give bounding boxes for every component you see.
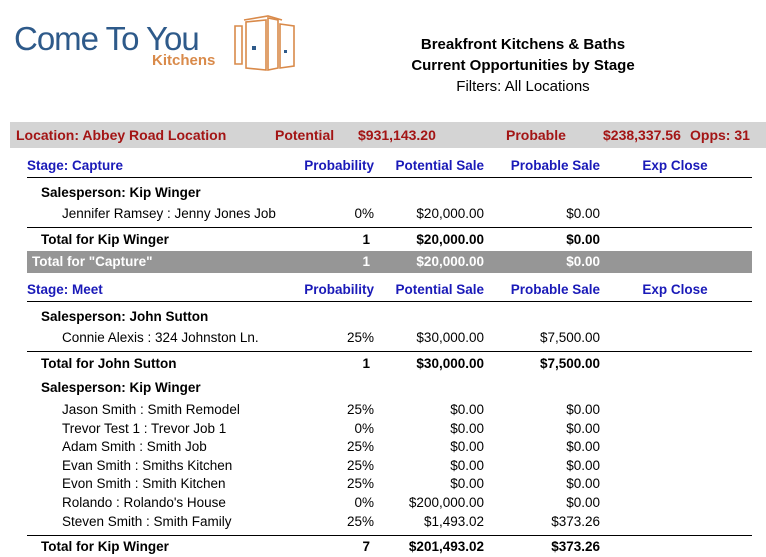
cabinet-logo-icon (232, 12, 312, 80)
opportunity-name: Jason Smith : Smith Remodel (62, 402, 240, 417)
opportunity-name: Steven Smith : Smith Family (62, 514, 232, 529)
opportunity-potential: $0.00 (450, 402, 484, 417)
salesperson-header (0, 379, 766, 398)
opportunity-probable: $0.00 (566, 495, 600, 510)
opportunity-probability: 25% (346, 402, 374, 417)
salesperson-label: Salesperson: Kip Winger (41, 380, 201, 395)
opportunity-row (0, 513, 766, 532)
salesperson-total-row (0, 231, 766, 250)
total-label: Total for John Sutton (41, 356, 177, 371)
salesperson-total-row (0, 538, 766, 557)
col-potential: Potential Sale (395, 282, 484, 297)
opportunity-probability: 25% (346, 439, 374, 454)
opportunity-probability: 25% (346, 476, 374, 491)
total-count: 7 (362, 539, 370, 554)
divider (27, 535, 752, 536)
opportunity-potential: $200,000.00 (408, 495, 484, 510)
report-title: Current Opportunities by Stage (411, 57, 635, 74)
stage-header-row (0, 281, 766, 300)
company-name: Breakfront Kitchens & Baths (420, 36, 626, 53)
opportunity-potential: $0.00 (450, 439, 484, 454)
potential-label: Potential (275, 127, 335, 143)
total-probable: $0.00 (566, 232, 600, 247)
salesperson-label: Salesperson: Kip Winger (41, 185, 201, 200)
opportunity-probability: 25% (346, 458, 374, 473)
col-exp-close: Exp Close (642, 158, 708, 173)
col-exp-close: Exp Close (642, 282, 708, 297)
opportunity-probability: 25% (346, 514, 374, 529)
total-potential: $20,000.00 (416, 232, 484, 247)
opportunity-row (0, 438, 766, 457)
report-header (380, 34, 666, 97)
opportunity-probability: 0% (354, 206, 374, 221)
opportunity-row (0, 420, 766, 439)
stage-total-bar (27, 251, 752, 273)
total-probable: $7,500.00 (539, 356, 600, 371)
potential-total: $931,143.20 (358, 127, 436, 143)
opps-count: Opps: 31 (690, 127, 750, 143)
logo-main-text: Come To You (14, 20, 199, 57)
opportunity-probable: $0.00 (566, 458, 600, 473)
opportunity-potential: $30,000.00 (416, 330, 484, 345)
location-label: Location: Abbey Road Location (16, 127, 227, 143)
col-probability: Probability (304, 158, 374, 173)
divider (27, 351, 752, 352)
opportunity-name: Connie Alexis : 324 Johnston Ln. (62, 330, 259, 345)
col-probability: Probability (304, 282, 374, 297)
total-label: Total for Kip Winger (41, 539, 169, 554)
opportunity-potential: $0.00 (450, 476, 484, 491)
opportunity-probable: $373.26 (551, 514, 600, 529)
opportunity-potential: $0.00 (450, 458, 484, 473)
location-summary-bar (10, 122, 766, 148)
opportunity-row (0, 329, 766, 348)
stage-total-label: Total for "Capture" (32, 254, 153, 269)
stage-total-probable: $0.00 (566, 254, 600, 269)
stage-label: Stage: Meet (27, 282, 103, 297)
stage-total-potential: $20,000.00 (416, 254, 484, 269)
opportunity-probability: 0% (354, 421, 374, 436)
opportunity-row (0, 205, 766, 224)
total-potential: $201,493.02 (408, 539, 484, 554)
salesperson-total-row (0, 355, 766, 374)
opportunity-row (0, 401, 766, 420)
stage-total-count: 1 (362, 254, 370, 269)
opportunity-name: Rolando : Rolando's House (62, 495, 226, 510)
opportunity-probable: $0.00 (566, 476, 600, 491)
opportunity-probability: 25% (346, 330, 374, 345)
stage-header-row (0, 157, 766, 176)
divider (27, 227, 752, 228)
opportunity-probable: $0.00 (566, 421, 600, 436)
opportunity-probable: $7,500.00 (539, 330, 600, 345)
total-count: 1 (362, 232, 370, 247)
opportunity-potential: $20,000.00 (416, 206, 484, 221)
probable-label: Probable (506, 127, 566, 143)
total-count: 1 (362, 356, 370, 371)
opportunity-name: Evon Smith : Smith Kitchen (62, 476, 226, 491)
opportunity-probable: $0.00 (566, 206, 600, 221)
divider (27, 177, 752, 178)
salesperson-header (0, 308, 766, 327)
probable-total: $238,337.56 (603, 127, 681, 143)
opportunity-row (0, 475, 766, 494)
col-probable: Probable Sale (510, 282, 600, 297)
total-probable: $373.26 (551, 539, 600, 554)
divider (27, 301, 752, 302)
total-label: Total for Kip Winger (41, 232, 169, 247)
col-probable: Probable Sale (510, 158, 600, 173)
salesperson-label: Salesperson: John Sutton (41, 309, 209, 324)
company-logo (14, 20, 304, 80)
opportunity-name: Evan Smith : Smiths Kitchen (62, 458, 233, 473)
col-potential: Potential Sale (395, 158, 484, 173)
total-potential: $30,000.00 (416, 356, 484, 371)
opportunity-probable: $0.00 (566, 402, 600, 417)
report-filters: Filters: All Locations (456, 78, 590, 95)
opportunity-probable: $0.00 (566, 439, 600, 454)
opportunity-name: Adam Smith : Smith Job (62, 439, 207, 454)
opportunity-potential: $1,493.02 (423, 514, 484, 529)
salesperson-header (0, 184, 766, 203)
opportunity-row (0, 494, 766, 513)
stage-label: Stage: Capture (27, 158, 124, 173)
opportunity-name: Jennifer Ramsey : Jenny Jones Job (62, 206, 276, 221)
opportunity-probability: 0% (354, 495, 374, 510)
opportunity-potential: $0.00 (450, 421, 484, 436)
logo-sub-text: Kitchens (152, 52, 216, 69)
opportunity-name: Trevor Test 1 : Trevor Job 1 (62, 421, 227, 436)
opportunity-row (0, 457, 766, 476)
